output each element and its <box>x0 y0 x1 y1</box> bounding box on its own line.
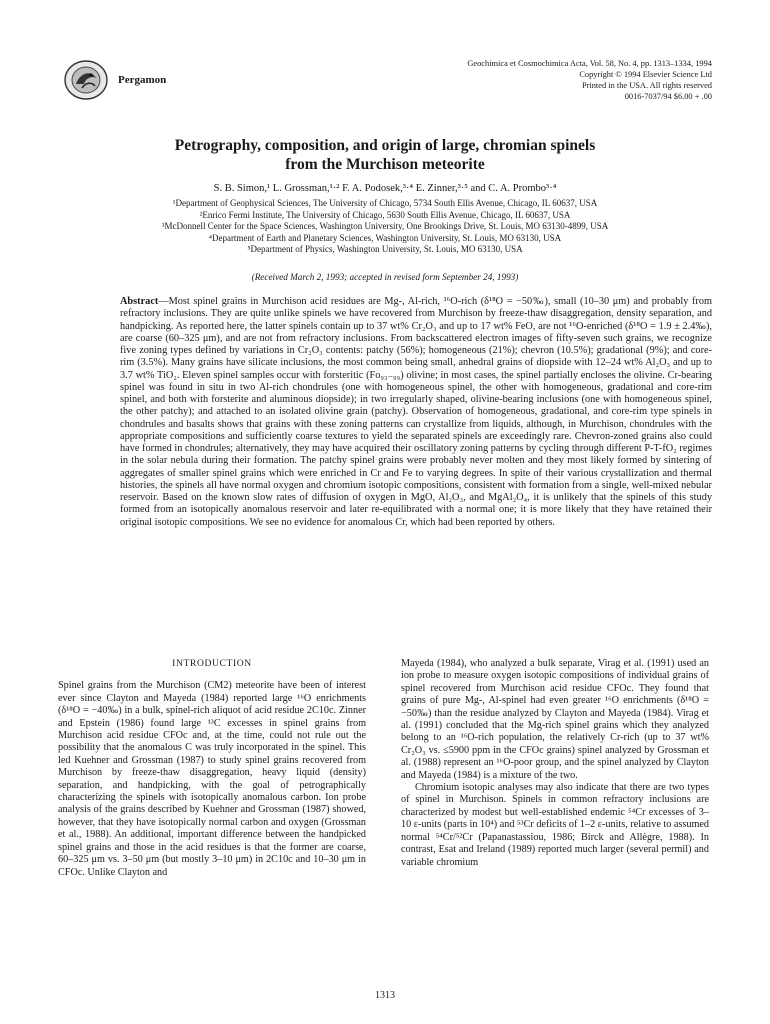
affiliation: ⁴Department of Earth and Planetary Sciences, Washington University, St. Louis, MO 63130, USA <box>208 232 562 243</box>
abstract-text: —Most spinel grains in Murchison acid residues are Mg-, Al-rich, ¹⁶O-rich (δ¹⁸O = −50‰), small (10–30 μm) and probably from refractory inclusions. They are quite unlike spinels we have recovered from Murchison by freeze-thaw disaggregation, density separation, and handpicking. As reported here, the latter spinels contain up to 37 wt% Cr₂O₃ and up to 17 wt% FeO, are not ¹⁶O-enriched (δ¹⁸O = 1.9 ± 2.4‰), are coarse (60–325 μm), and are not from refractory inclusions. From backscattered electron images of fifty-seven such grains, we recognize five zoning types defined by variations in Cr₂O₃ contents: patchy (56%); homogeneous (21%); chevron (10.5%); gradational (9%); and core-rim (3.5%). Many grains have silicate inclusions, the most common being small, anhedral grains of diopside with 12–24 wt% Al₂O₃ and up to 3.7 wt% TiO₂. Eleven spinel samples occur with forsteritic (Fo₉₃₋₉₉) olivine; in most cases, the spinel partially encloses the olivine. Cr-bearing spinel was found in situ in two Al-rich chondrules (one with homogeneous spinel, the other with homogeneous, gradational and core-rim spinel, and both with forsterite and aluminous diopside); in two irregularly shaped, olivine-bearing inclusions (one with homogeneous spinel, the other patchy); and attached to an isolated olivine grain (patchy). Observation of homogeneous, gradational, and core-rim type spinels in chondrules and basalts shows that grains with these zoning patterns can crystallize from liquids, although, in Murchison, chondrules with the appropriate compositions and sufficiently coarse textures to yield the separated spinels are exceedingly rare. Chevron-zoned grains also could have formed in chondrules; alternatively, they may have acquired their oscillatory zoning patterns by cycling through different P-T-fO₂ regimes in the solar nebula during their formation. The patchy spinel grains were probably never molten and they most likely formed by sintering of aggregates of smaller spinel grains which were enriched in Cr and Fe to varying degrees. In spite of their various crystallization and thermal histories, the spinels all have normal oxygen and chromium isotopic compositions, consistent with formation from a single, well-mixed nebular reservoir. Based on the known slow rates of diffusion of oxygen in MgO, Al₂O₃, and MgAl₂O₄, it is unlikely that the spinels of this study formed from an isotopically anomalous reservoir and later re-equilibrated with a normal one; it is more likely that they have retained their original isotopic compositions. We see no evidence for anomalous Cr, which had been reported by others. <box>120 296 712 528</box>
affiliations <box>60 198 710 256</box>
affiliation: ⁵Department of Physics, Washington University, St. Louis, MO 63130, USA <box>247 244 523 255</box>
paragraph: Mayeda (1984), who analyzed a bulk separate, Virag et al. (1991) used an ion probe to measure oxygen isotopic compositions of individual grains of spinel recovered from Murchison acid residue CFOc. They found that grains of pure Mg-, Al-spinel had even greater ¹⁶O enrichments (δ¹⁸O = −50‰) than the residue analyzed by Clayton and Mayeda (1984). Virag et al. (1991) concluded that the Mg-rich spinel grains which they analyzed belong to an ¹⁶O-rich population, the relatively Cr-rich (up to 37 wt% Cr₂O₃ vs. ≤5900 ppm in the CFOc grains) spinel analyzed by Grossman et al. (1988) represent an ¹⁶O-poor group, and the spinel analyzed by Clayton and Mayeda (1984) is a mixture of the two. <box>401 658 709 781</box>
article-title <box>80 136 690 174</box>
affiliation: ²Enrico Fermi Institute, The University of Chicago, 5630 South Ellis Avenue, Chicago, IL 60637, USA <box>199 209 571 220</box>
journal-line: Copyright © 1994 Elsevier Science Ltd <box>579 70 712 79</box>
paragraph: Spinel grains from the Murchison (CM2) meteorite have been of interest ever since Clayton and Mayeda (1984) reported large ¹⁶O enrichments (δ¹⁸O = −40‰) in a bulk, spinel-rich aliquot of acid residue 2C10c. Zinner and Epstein (1986) found large ¹³C excesses in spinel grains from Murchison acid residue CFOc and, at the time, could not rule out the possibility that the anomalous C was truly incorporated in the spinel. This led Kuehner and Grossman (1987) to study spinel grains recovered from Murchison by freeze-thaw disaggregation, heavy liquid (density) separation, and handpicking, with the goal of petrographically characterizing the spinels with isotopically anomalous carbon. Ion probe analysis of the grains described by Kuehner and Grossman (1987) showed, however, that they have isotopically normal carbon and oxygen (Grossman et al., 1988). An additional, important difference between the handpicked spinel grains and those in the acid residues is that the former are coarse, 60–325 μm vs. 3–50 μm (but mostly 3–10 μm) in 2C10c and 10–30 μm in CFOc. Unlike Clayton and <box>58 680 366 878</box>
journal-line: Geochimica et Cosmochimica Acta, Vol. 58, No. 4, pp. 1313–1334, 1994 <box>467 59 712 68</box>
right-column <box>401 658 709 869</box>
journal-line: 0016-7037/94 $6.00 + .00 <box>624 92 712 101</box>
left-column <box>58 658 366 879</box>
received-dates: (Received March 2, 1993; accepted in revised form September 24, 1993) <box>251 272 519 282</box>
publisher-logo-icon <box>62 58 114 102</box>
paragraph: Chromium isotopic analyses may also indicate that there are two types of spinel in Murchison. Spinels in common refractory inclusions are characterized by modest but well-established endemic ⁵⁴Cr excesses of 3–10 ε-units (parts in 10⁴) and ⁵³Cr deficits of 1–2 ε-units, relative to assumed normal ⁵⁴Cr/⁵²Cr (Papanastassiou, 1986; Birck and Allègre, 1988). In contrast, Esat and Ireland (1989) reported much larger (several permil) and variable chromium <box>401 782 709 868</box>
affiliation: ³McDonnell Center for the Space Sciences, Washington University, One Brookings Drive, St. Louis, MO 63130-4899, USA <box>161 221 609 232</box>
affiliation: ¹Department of Geophysical Sciences, The University of Chicago, 5734 South Ellis Avenue, Chicago, IL 60637, USA <box>172 198 598 208</box>
journal-line: Printed in the USA. All rights reserved <box>581 81 712 90</box>
title-line: Petrography, composition, and origin of large, chromian spinels <box>174 137 596 154</box>
journal-citation <box>372 58 712 102</box>
publisher-name: Pergamon <box>118 74 167 86</box>
abstract <box>120 296 712 529</box>
section-heading: INTRODUCTION <box>172 658 252 669</box>
title-line: from the Murchison meteorite <box>285 156 485 173</box>
page-number: 1313 <box>375 990 395 1001</box>
author-list: S. B. Simon,¹ L. Grossman,¹·² F. A. Podosek,³·⁴ E. Zinner,³·⁵ and C. A. Prombo³·⁴ <box>213 183 557 194</box>
abstract-label: Abstract <box>120 296 159 307</box>
